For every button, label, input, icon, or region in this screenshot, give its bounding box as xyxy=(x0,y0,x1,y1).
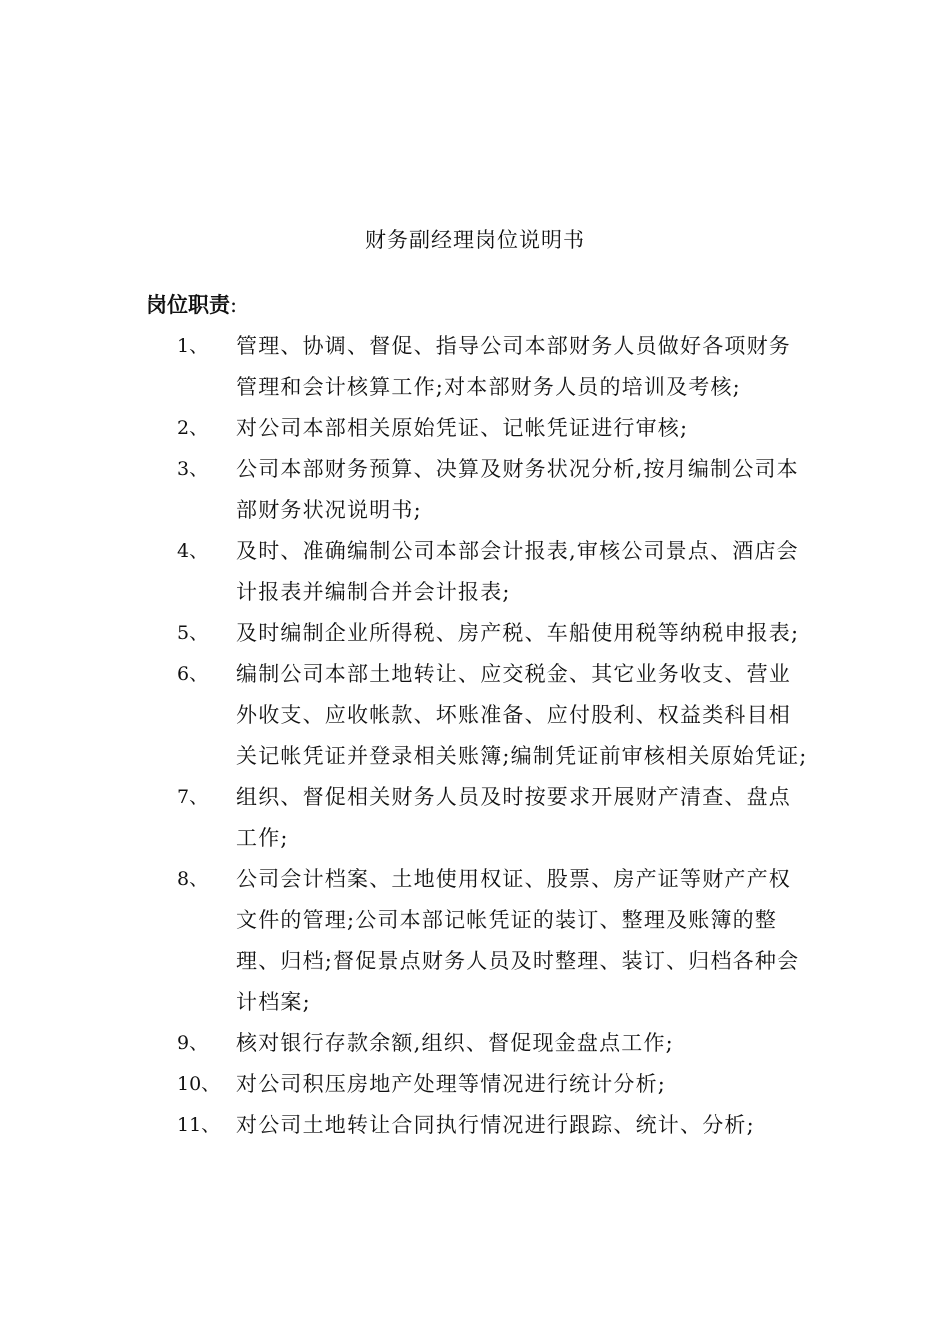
duty-number: 11、 xyxy=(177,1114,221,1136)
duty-number: 2、 xyxy=(177,417,209,439)
duty-number: 6、 xyxy=(177,663,209,685)
duty-number: 5、 xyxy=(177,622,209,644)
duty-list xyxy=(0,326,950,1146)
duty-text: 对公司积压房地产处理等情况进行统计分析; xyxy=(236,1072,667,1096)
duty-item-3 xyxy=(0,449,808,531)
duty-item-8 xyxy=(0,859,808,1023)
section-heading-colon: : xyxy=(230,293,238,317)
document-title: 财务副经理岗位说明书 xyxy=(365,228,585,252)
duty-text: 及时、准确编制公司本部会计报表,审核公司景点、酒店会计报表并编制合并会计报表; xyxy=(236,539,799,604)
duty-number: 9、 xyxy=(177,1032,209,1054)
duty-number: 3、 xyxy=(177,458,209,480)
duty-item-9 xyxy=(0,1023,808,1064)
duty-item-6 xyxy=(0,654,808,777)
duty-text: 对公司土地转让合同执行情况进行跟踪、统计、分析; xyxy=(236,1113,755,1137)
duty-number: 4、 xyxy=(177,540,209,562)
section-heading xyxy=(146,289,237,319)
duty-text: 及时编制企业所得税、房产税、车船使用税等纳税申报表; xyxy=(236,621,800,645)
duty-item-5 xyxy=(0,613,808,654)
duty-item-7 xyxy=(0,777,808,859)
duty-text: 组织、督促相关财务人员及时按要求开展财产清查、盘点工作; xyxy=(236,785,791,850)
duty-item-4 xyxy=(0,531,808,613)
duty-item-10 xyxy=(0,1064,808,1105)
duty-number: 8、 xyxy=(177,868,209,890)
duty-text: 核对银行存款余额,组织、督促现金盘点工作; xyxy=(236,1031,674,1055)
duty-text: 公司本部财务预算、决算及财务状况分析,按月编制公司本部财务状况说明书; xyxy=(236,457,799,522)
duty-text: 编制公司本部土地转让、应交税金、其它业务收支、营业外收支、应收帐款、坏账准备、应付股利、权益类科目相关记帐凭证并登录相关账簿;编制凭证前审核相关原始凭证; xyxy=(236,662,808,768)
duty-item-1 xyxy=(0,326,808,408)
duty-text: 公司会计档案、土地使用权证、股票、房产证等财产产权文件的管理;公司本部记帐凭证的装订、整理及账簿的整理、归档;督促景点财务人员及时整理、装订、归档各种会计档案; xyxy=(236,867,800,1014)
duty-item-2 xyxy=(0,408,808,449)
duty-number: 7、 xyxy=(177,786,209,808)
section-heading-label: 岗位职责 xyxy=(146,292,230,317)
duty-item-11 xyxy=(0,1105,808,1146)
duty-number: 10、 xyxy=(177,1073,221,1095)
duty-number: 1、 xyxy=(177,335,209,357)
duty-text: 管理、协调、督促、指导公司本部财务人员做好各项财务管理和会计核算工作;对本部财务人员的培训及考核; xyxy=(236,334,791,399)
duty-text: 对公司本部相关原始凭证、记帐凭证进行审核; xyxy=(236,416,689,440)
